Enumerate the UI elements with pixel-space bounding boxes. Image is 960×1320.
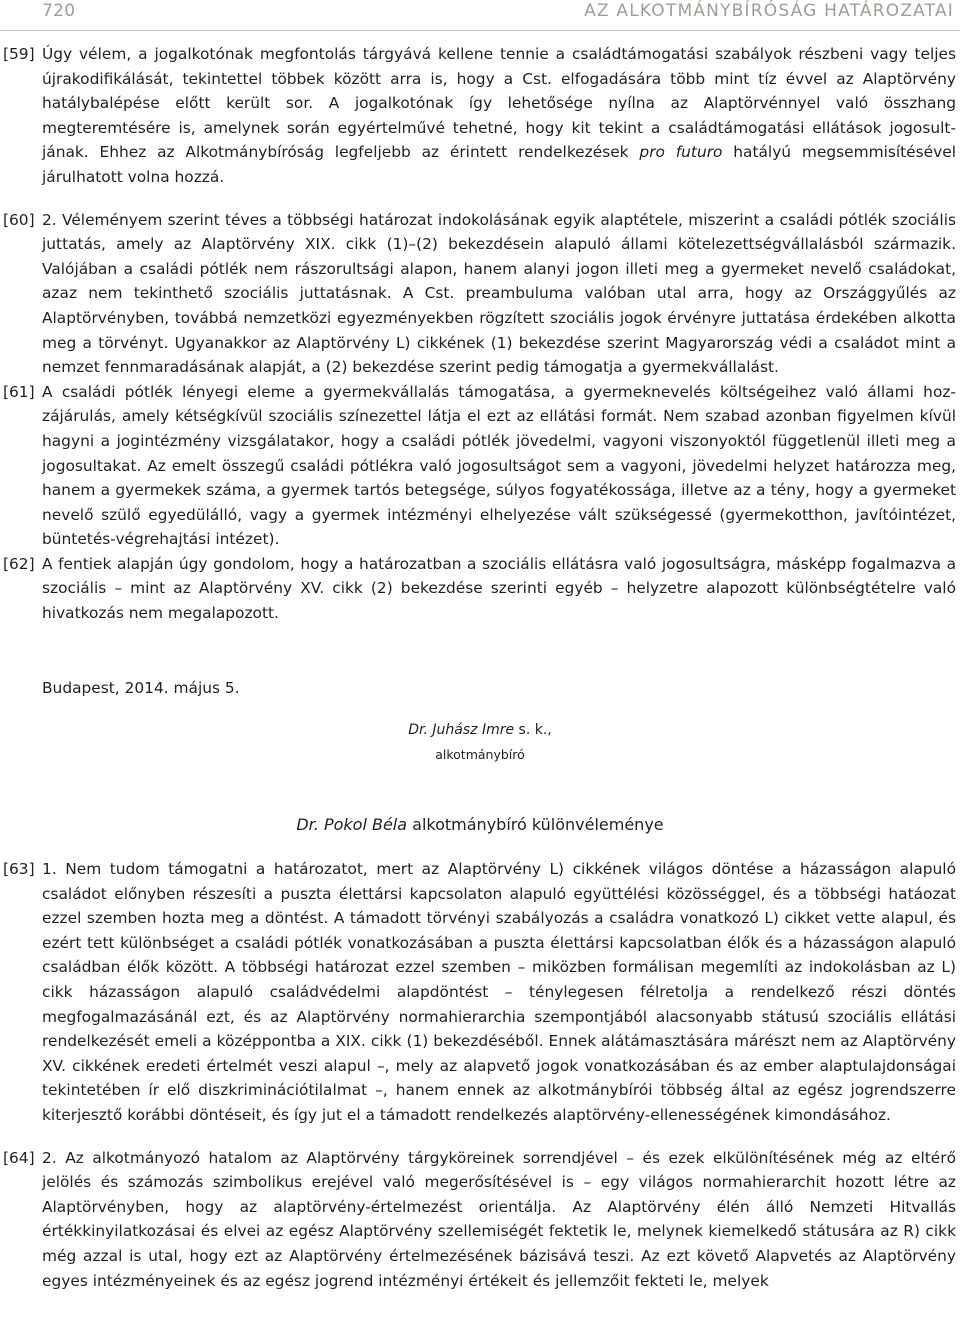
dissent-heading-rest: alkotmánybíró különvéleménye: [407, 815, 664, 834]
paragraph-italic-text: pro futuro: [639, 143, 723, 162]
dissent-heading: [0, 815, 960, 834]
paragraph-59: [0, 42, 960, 190]
paragraph-63: [0, 857, 960, 1128]
paragraph-number: [63]: [3, 860, 35, 878]
paragraph-62: [0, 552, 960, 626]
signature-name: [0, 722, 960, 738]
paragraph-text: 1. Nem tudom támogatni a határozatot, mert az Alaptörvény L) cikkének világos döntése a házasságon alapuló családot előnyben részesíti a puszta élettársi kapcsolaton alapuló együttélési közösséggel, és a többségi hatáozat ezzel szemben hozta meg a döntést. A támadott törvényi szabályozás a családra vonatkozó L) cikket vette alapul, és ezért tett különbséget a családi pótlék vonatkozásában a puszta élettársi kapcsolatban élők és a házasságon alapuló családban élők között. A többségi határozat ezzel szemben – miközben formálisan megemlíti az indokolásban az L) cikk házasságon alapuló családvédelmi alapdöntést – ténylegesen félretolja a rendelkező részi döntés megfogalmazásánál ezt, és az Alaptörvény normahierarchia szempontjából alacsonyabb státusú szociális ellátási rendelkezését emeli a középpontba a XIX. cikk (1) bekezdéséből. Ennek alátámasztására márészt nem az Alaptörvény XV. cikkének eredeti értelmét veszi alapul –, mely az alapvető jogok vonatkozásában és az ember alaptulajdonságai tekintetében ír elő diszkriminációtilalmat –, hanem ennek az alkotmánybírói többség által az egész jogrendszerre kiterjesztő korábbi döntéseit, és így jut el a támadott rendelkezés alaptörvény-ellenességének kimondásához.: [42, 860, 956, 1124]
paragraph-number: [64]: [3, 1148, 35, 1167]
body-text: [0, 42, 960, 626]
signature-suffix: s. k.,: [514, 722, 552, 738]
paragraph-number: [60]: [3, 210, 35, 229]
paragraph-text: 2. Véleményem szerint téves a többségi határozat indokolásának egyik alaptétele, miszerint a családi pótlék szociális juttatás, amely az Alaptörvény XIX. cikk (1)–(2) bekezdésein alapuló állami kötelezettségvállalásból származik. Valójában a családi pótlék nem rászorultsági alapon, hanem alanyi jogon illeti meg a gyermeket nevelő családokat, azaz nem tekinthető szociális juttatásnak. A Cst. preambuluma valóban utal arra, hogy az Országgyűlés az Alaptörvényben, továbbá nemzetközi egyezményekben rögzített szociális jogok érvényre juttatása érdekében alkotta meg a törvényt. Ugyanakkor az Alaptörvény L) cikkének (1) bekezdése szerint Magyarország védi a családot mint a nemzet fennmaradásának alapját, a (2) bekezdése szerint pedig támogatja a gyermekvállalást.: [42, 210, 956, 377]
paragraph-60: [0, 208, 960, 380]
dissent-body: [0, 857, 960, 1293]
signature-surname: Juhász: [432, 722, 478, 738]
paragraph-text: 2. Az alkotmányozó hatalom az Alaptörvény tárgyköreinek sorrendjével – és ezek elkülönítésének még az eltérő jelölés és számozás szimbolikus erejével való megerősítésével is – egy világos normahierarchit hozott létre az Alaptörvényben, hogy az alaptörvény-értelmezést orientálja. Az Alaptörvény élén álló Nemzeti Hitvallás értékkinyilatkozásai és elvei az egész Alaptörvény szellemiségét fektetik le, melynek kiemelkedő státusára az R) cikk még azzal is utal, hogy ezt az Alaptörvény értelmezésének bázisává teszi. Az ezt követő Alapvetés az Alaptörvény egyes intézményeinek és az egész jogrend intézményi értékeit és jellemzőit fekteti le, melyek: [42, 1148, 956, 1290]
paragraph-61: [0, 380, 960, 552]
paragraph-text: A családi pótlék lényegi eleme a gyermekvállalás támogatása, a gyermeknevelés költségeihez való állami hozzájárulás, amely kétségkívül szociális színezettel látja el ezt az ellátási formát. Nem szabad azonban figyelmen kívül hagyni a jogintézmény vizsgálatakor, hogy a családi pótlék jövedelmi, vagyoni viszonyoktól függetlenül illeti meg a jogosultakat. Az emelt összegű családi pótlékra való jogosultságot sem a vagyoni, jövedelmi helyzet határozza meg, hanem a gyermekek száma, a gyermek tartós betegsége, súlyos fogyatékossága, illetve az a tény, hogy a gyermeket nevelő szülő egyedülálló, vagy a gyermek intézményi elhelyezése vált szükségessé (gyermekotthon, javítóintézet, büntetés-végrehajtási intézet).: [42, 382, 956, 549]
signature-given: Imre: [481, 722, 515, 738]
page-number: 720: [42, 1, 76, 21]
paragraph-number: [61]: [3, 382, 35, 401]
paragraph-text-after: hatályú megsemmisítésével járulhatott volna hozzá.: [42, 143, 956, 186]
dissent-judge-name: Dr. Pokol Béla: [296, 815, 408, 834]
page-header: [0, 0, 960, 31]
signature-prefix: Dr.: [408, 722, 433, 738]
paragraph-64: [0, 1146, 960, 1294]
paragraph-text: A fentiek alapján úgy gondolom, hogy a határozatban a szociális ellátásra való jogosultságra, másképp fogalmazva a szociális – mint az Alaptörvény XV. cikk (2) bekezdése szerinti egyéb – helyzetre alapozott különbségtételre való hivatkozás nem megalapozott.: [42, 554, 956, 623]
paragraph-number: [59]: [3, 45, 35, 63]
running-title: AZ ALKOTMÁNYBÍRÓSÁG HATÁROZATAI: [584, 1, 954, 21]
signature-role: alkotmánybíró: [435, 747, 525, 762]
paragraph-text: Úgy vélem, a jogalkotónak megfontolás tárgyává kellene tennie a családtámogatási szabályok részbeni vagy teljes újrakodifikálását, tekintettel többek között arra is, hogy a Cst. elfogadására több mint tíz évvel az Alaptörvény hatálybalépése előtt került sor. A jogalkotónak így lehetősége nyílna az Alaptörvénnyel való összhang megteremtésére is, amelynek során egyértelművé tehetné, hogy kit tekint a családtámogatási ellátások jogosultjának. Ehhez az Alkotmánybíróság legfeljebb az érintett rendelkezések: [42, 45, 956, 162]
date-line: Budapest, 2014. május 5.: [42, 679, 240, 697]
paragraph-number: [62]: [3, 554, 35, 573]
